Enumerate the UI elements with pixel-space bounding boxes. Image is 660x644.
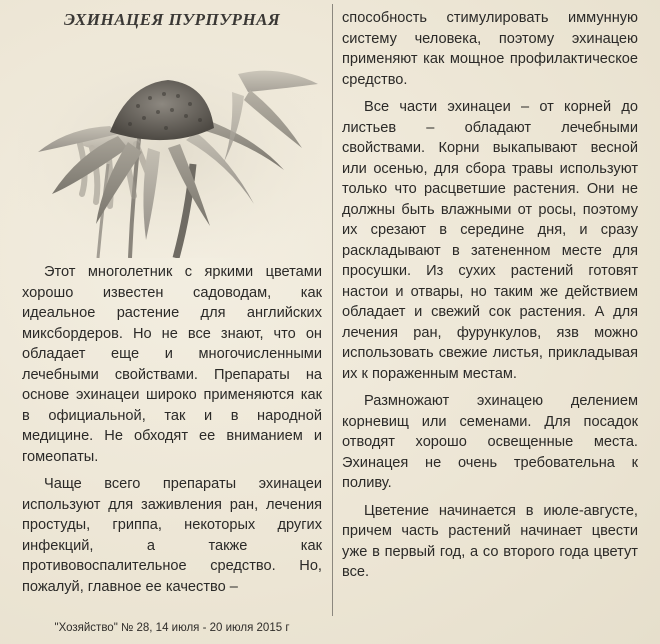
article-title: ЭХИНАЦЕЯ ПУРПУРНАЯ	[64, 10, 281, 29]
echinacea-photo	[18, 44, 322, 258]
column-divider	[332, 4, 333, 616]
left-column	[22, 262, 322, 597]
source-citation: "Хозяйство" № 28, 14 июля - 20 июля 2015 г	[54, 622, 290, 634]
footer	[0, 622, 660, 634]
right-column	[342, 8, 638, 583]
paragraph: способность стимулировать иммунную систему человека, поэтому эхинацею применяют как мощное профилактическое средство.	[342, 10, 638, 88]
paragraph: Размножают эхинацею делением корневищ или семенами. Для посадок отводят хорошо освещенные места. Эхинацея не очень требовательна к поливу.	[342, 393, 638, 491]
paragraph: Цветение начинается в июле-августе, причем часть растений начинает цвести уже в первый год, а со второго года цветут все.	[342, 502, 638, 580]
paragraph: Чаще всего препараты эхинацеи используют для заживления ран, лечения простуды, гриппа, некоторых других инфекций, а также как противовоспалительное средство. Но, пожалуй, главное ее качество –	[22, 476, 322, 595]
paragraph: Все части эхинацеи – от корней до листьев – обладают лечебными свойствами. Корни выкапывают весной или осенью, для сбора травы используют только что расцветшие растения. Они не должны быть влажными от росы, поэтому их срезают в середине дня, и сразу раскладывают в затененном месте для просушки. Из сухих растений готовят настои и отвары, но таким же действием обладает и свежий сок растения. А для лечения ран, фурункулов, язв можно использовать свежие листья, прикладывая их к пораженным местам.	[342, 99, 638, 382]
paragraph: Этот многолетник с яркими цветами хорошо известен садоводам, как идеальное растение для английских миксбордеров. Но не все знают, что он обладает еще и многочисленными лечебными свойствами. Препараты на основе эхинацеи широко применяются как в официальной, так и в народной медицине. Не обходят ее вниманием и гомеопаты.	[22, 264, 322, 465]
